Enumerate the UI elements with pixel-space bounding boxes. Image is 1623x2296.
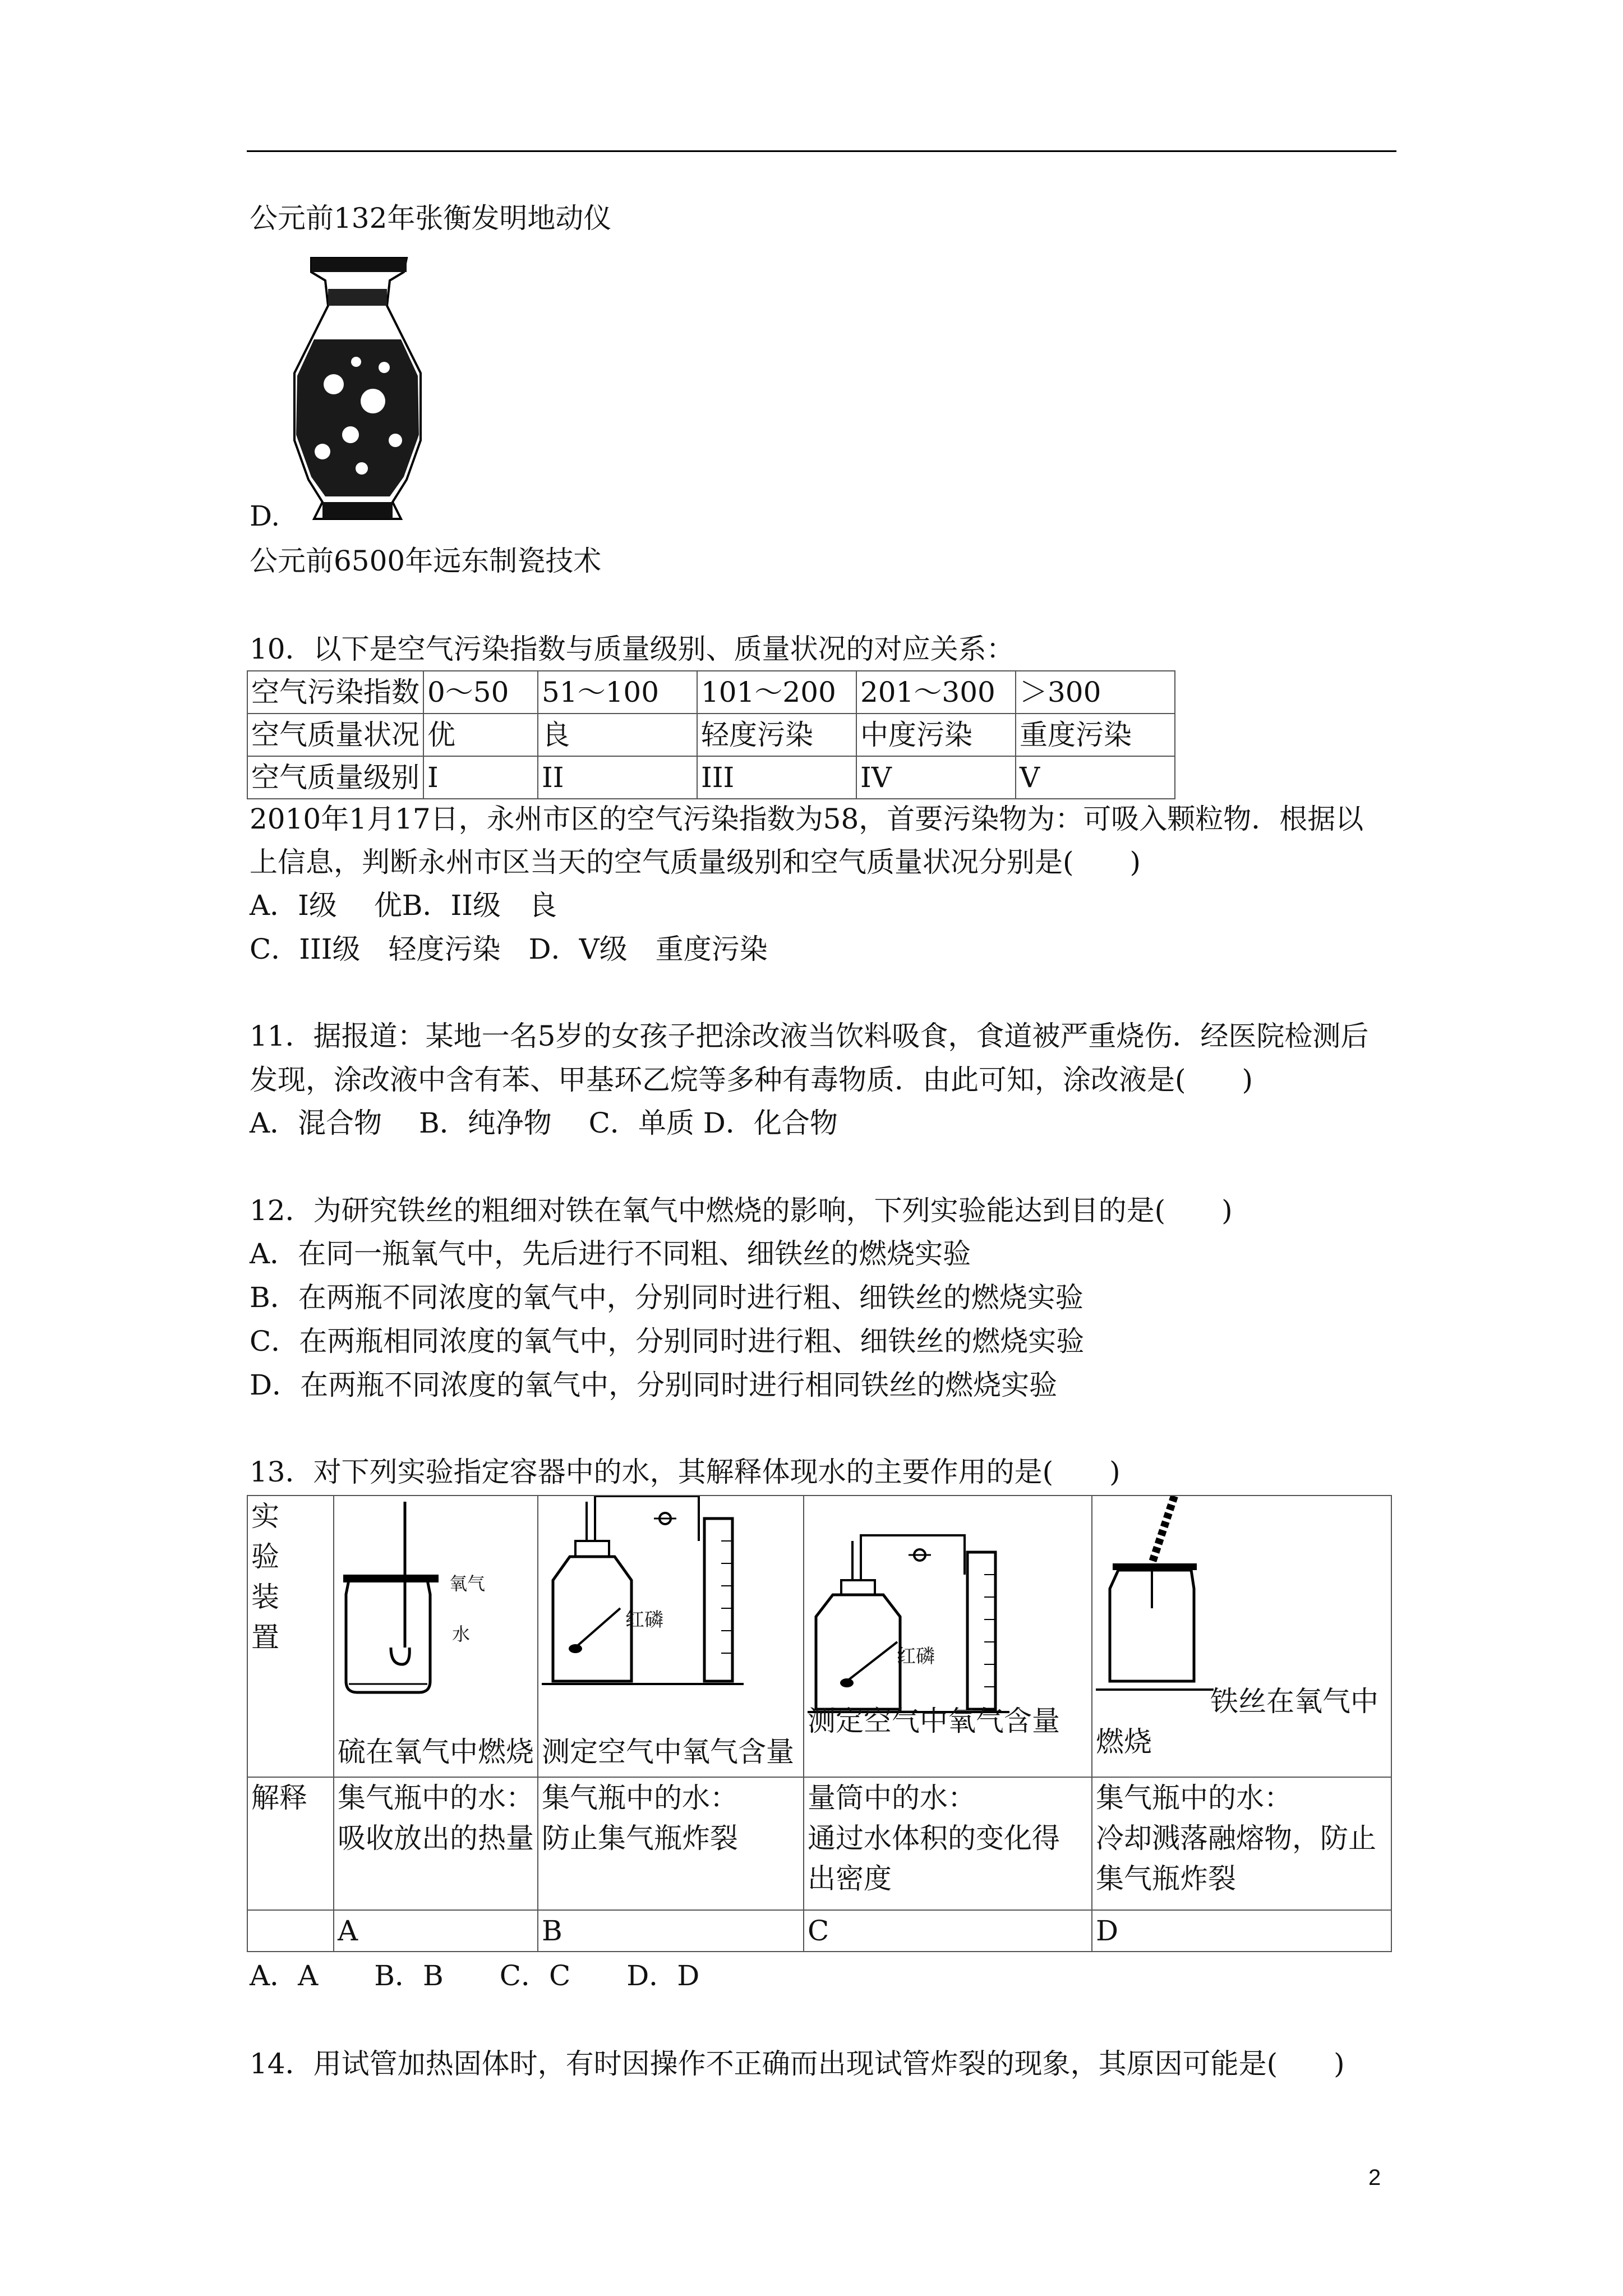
table-cell: 51～100 [538, 671, 697, 714]
q13-stem: 13．对下列实验指定容器中的水，其解释体现水的主要作用的是( ) [250, 1456, 1121, 1488]
q13-options: A．A B．B C．C D．D [250, 1959, 700, 1992]
caption-d-line-1: 铁丝在氧气中 [1210, 1685, 1378, 1718]
table-cell: 0～50 [423, 671, 538, 714]
caption-d-line-2: 燃烧 [1096, 1726, 1152, 1758]
q10-options-2: C．III级 轻度污染 D．V级 重度污染 [250, 933, 768, 965]
explanation-c: 量筒中的水： 通过水体积的变化得 出密度 [804, 1777, 1092, 1910]
q10-stem: 10．以下是空气污染指数与质量级别、质量状况的对应关系： [250, 633, 1015, 665]
page-number: 2 [1368, 2165, 1381, 2190]
row-header-apparatus: 实 验 装 置 [247, 1496, 334, 1777]
table-cell: 空气污染指数 [247, 671, 423, 714]
q12-stem: 12．为研究铁丝的粗细对铁在氧气中燃烧的影响，下列实验能达到目的是( ) [250, 1194, 1233, 1227]
q11-stem-2: 发现，涂改液中含有苯、甲基环乙烷等多种有毒物质．由此可知，涂改液是( ) [250, 1064, 1253, 1096]
jar-sulfur-figure [338, 1496, 534, 1732]
apparatus-d [1092, 1496, 1391, 1777]
table-cell: II [538, 756, 697, 799]
table-row [247, 1910, 1391, 1952]
apparatus-a [334, 1496, 538, 1777]
q12-option-d: D．在两瓶不同浓度的氧气中，分别同时进行相同铁丝的燃烧实验 [250, 1369, 1058, 1401]
q11-stem-1: 11．据报道：某地一名5岁的女孩子把涂改液当饮料吸食，食道被严重烧伤．经医院检测后 [250, 1020, 1369, 1052]
label-red-phosphorus: 红磷 [625, 1609, 663, 1631]
explanation-a: 集气瓶中的水： 吸收放出的热量 [334, 1777, 538, 1910]
table-row [247, 1496, 1391, 1777]
letter-b: B [538, 1910, 804, 1952]
phosphorus-setup-figure [542, 1496, 800, 1732]
label-red-phosphorus: 红磷 [897, 1645, 935, 1668]
caption-b: 测定空气中氧气含量 [542, 1736, 794, 1768]
q14-stem: 14．用试管加热固体时，有时因操作不正确而出现试管炸裂的现象，其原因可能是( ) [250, 2047, 1345, 2080]
table-cell-empty [247, 1910, 334, 1952]
apparatus-b [538, 1496, 804, 1777]
table-cell: 轻度污染 [697, 714, 856, 756]
letter-d: D [1092, 1910, 1391, 1952]
caption-d: 公元前6500年远东制瓷技术 [250, 545, 602, 577]
explanation-b: 集气瓶中的水： 防止集气瓶炸裂 [538, 1777, 804, 1910]
row-header-explanation: 解释 [247, 1777, 334, 1910]
table-cell: 良 [538, 714, 697, 756]
phosphorus-cylinder-figure [808, 1496, 1088, 1732]
header-rule [247, 150, 1396, 152]
explanation-d: 集气瓶中的水： 冷却溅落融熔物，防止 集气瓶炸裂 [1092, 1777, 1391, 1910]
label-oxygen: 氧气 [449, 1573, 486, 1594]
apparatus-c [804, 1496, 1092, 1777]
experiment-table [247, 1495, 1392, 1952]
table-cell: V [1016, 756, 1175, 799]
letter-a: A [334, 1910, 538, 1952]
table-cell: 优 [423, 714, 538, 756]
table-cell: IV [856, 756, 1016, 799]
q11-options: A．混合物 B．纯净物 C．单质 D．化合物 [250, 1107, 838, 1139]
table-row [247, 714, 1175, 756]
table-cell: 201～300 [856, 671, 1016, 714]
caption-c-exp: 测定空气中氧气含量 [808, 1705, 1060, 1737]
table-row [247, 671, 1175, 714]
table-cell: 空气质量状况 [247, 714, 423, 756]
q12-option-b: B．在两瓶不同浓度的氧气中，分别同时进行粗、细铁丝的燃烧实验 [250, 1281, 1083, 1314]
table-cell: 中度污染 [856, 714, 1016, 756]
caption-a: 硫在氧气中燃烧 [338, 1736, 534, 1768]
table-cell: ＞300 [1016, 671, 1175, 714]
q12-option-a: A．在同一瓶氧气中，先后进行不同粗、细铁丝的燃烧实验 [250, 1237, 971, 1270]
aqi-table [247, 670, 1175, 799]
table-cell: 重度污染 [1016, 714, 1175, 756]
caption-c: 公元前132年张衡发明地动仪 [250, 202, 612, 234]
table-row [247, 756, 1175, 799]
table-cell: I [423, 756, 538, 799]
q10-text-2: 上信息，判断永州市区当天的空气质量级别和空气质量状况分别是( ) [250, 846, 1141, 878]
q10-options-1: A．I级 优B．II级 良 [250, 889, 557, 922]
table-row [247, 1777, 1391, 1910]
label-water: 水 [452, 1623, 471, 1645]
option-d-label: D. [250, 500, 280, 532]
table-cell: 101～200 [697, 671, 856, 714]
vase-image [289, 255, 426, 524]
q10-text-1: 2010年1月17日，永州市区的空气污染指数为58，首要污染物为：可吸入颗粒物．根据以 [250, 803, 1364, 835]
q12-option-c: C．在两瓶相同浓度的氧气中，分别同时进行粗、细铁丝的燃烧实验 [250, 1325, 1085, 1358]
table-cell: III [697, 756, 856, 799]
letter-c: C [804, 1910, 1092, 1952]
table-cell: 空气质量级别 [247, 756, 423, 799]
